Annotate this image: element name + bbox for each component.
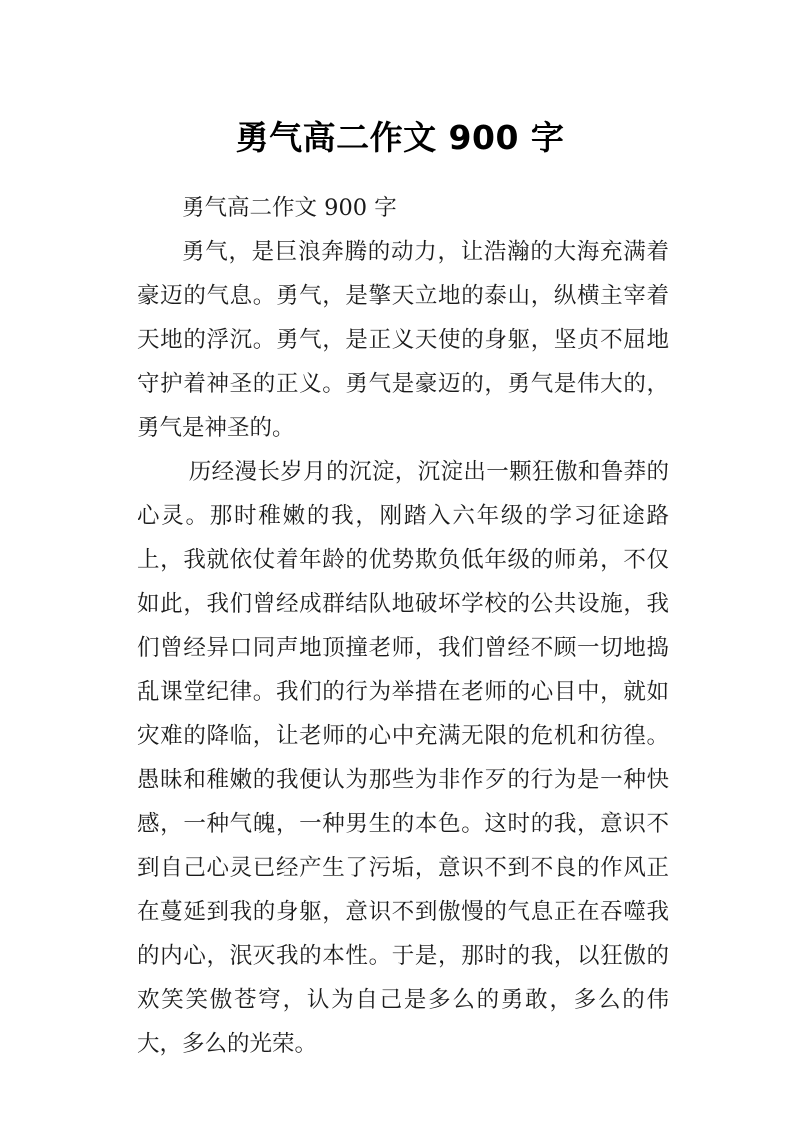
- body-paragraph-1: 勇气，是巨浪奔腾的动力，让浩瀚的大海充满着豪迈的气息。勇气，是擎天立地的泰山，纵横主宰着天地的浮沉。勇气，是正义天使的身躯，坚贞不屈地守护着神圣的正义。勇气是豪迈的，勇气是伟大的，勇气是神圣的。: [137, 239, 669, 441]
- body-paragraph-2: 历经漫长岁月的沉淀，沉淀出一颗狂傲和鲁莽的心灵。那时稚嫩的我，刚踏入六年级的学习征途路上，我就依仗着年龄的优势欺负低年级的师弟，不仅如此，我们曾经成群结队地破坏学校的公共设施，我们曾经异口同声地顶撞老师，我们曾经不顾一切地捣乱课堂纪律。我们的行为举措在老师的心目中，就如灾难的降临，让老师的心中充满无限的危机和彷徨。愚昧和稚嫩的我便认为那些为非作歹的行为是一种快感，一种气魄，一种男生的本色。这时的我，意识不到自己心灵已经产生了污垢，意识不到不良的作风正在蔓延到我的身躯，意识不到傲慢的气息正在吞噬我的内心，泯灭我的本性。于是，那时的我，以狂傲的欢笑笑傲苍穹，认为自己是多么的勇敢，多么的伟大，多么的光荣。: [137, 459, 669, 1057]
- page-title: 勇气高二作文 900 字: [235, 118, 565, 158]
- subtitle-line: 勇气高二作文 900 字: [182, 195, 397, 221]
- document-body: [137, 186, 669, 1066]
